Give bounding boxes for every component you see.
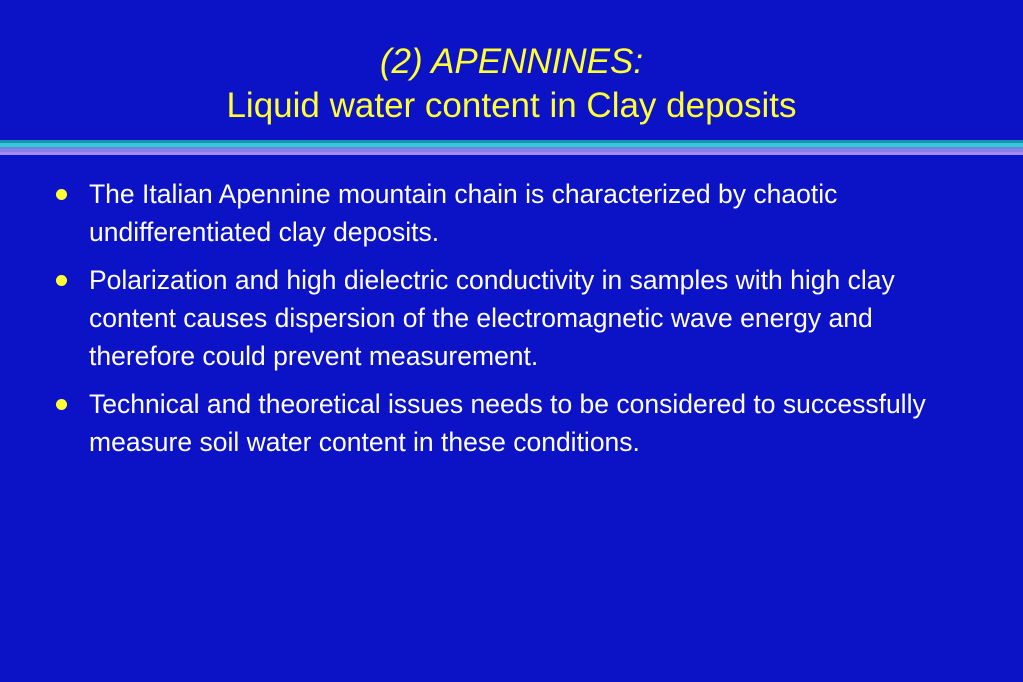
- title-line-1: (2) APENNINES:: [379, 42, 644, 81]
- bullet-list: [56, 175, 976, 471]
- bullet-item: [56, 385, 976, 461]
- title-divider: [0, 140, 1023, 158]
- bullet-item: [56, 175, 976, 251]
- bullet-text: Polarization and high dielectric conductivity in samples with high clay content causes dispersion of the electromagnetic wave energy and therefore could prevent measurement.: [89, 265, 895, 371]
- slide-title: [0, 40, 1023, 128]
- bullet-dot-icon: [56, 399, 67, 410]
- bullet-dot-icon: [56, 189, 67, 200]
- bullet-text: The Italian Apennine mountain chain is characterized by chaotic undifferentiated clay deposits.: [89, 179, 838, 247]
- title-line-2: Liquid water content in Clay deposits: [226, 86, 797, 125]
- bullet-text: Technical and theoretical issues needs to be considered to successfully measure soil water content in these conditions.: [89, 389, 926, 457]
- bullet-item: [56, 261, 976, 375]
- bullet-dot-icon: [56, 275, 67, 286]
- divider-band: [0, 152, 1023, 155]
